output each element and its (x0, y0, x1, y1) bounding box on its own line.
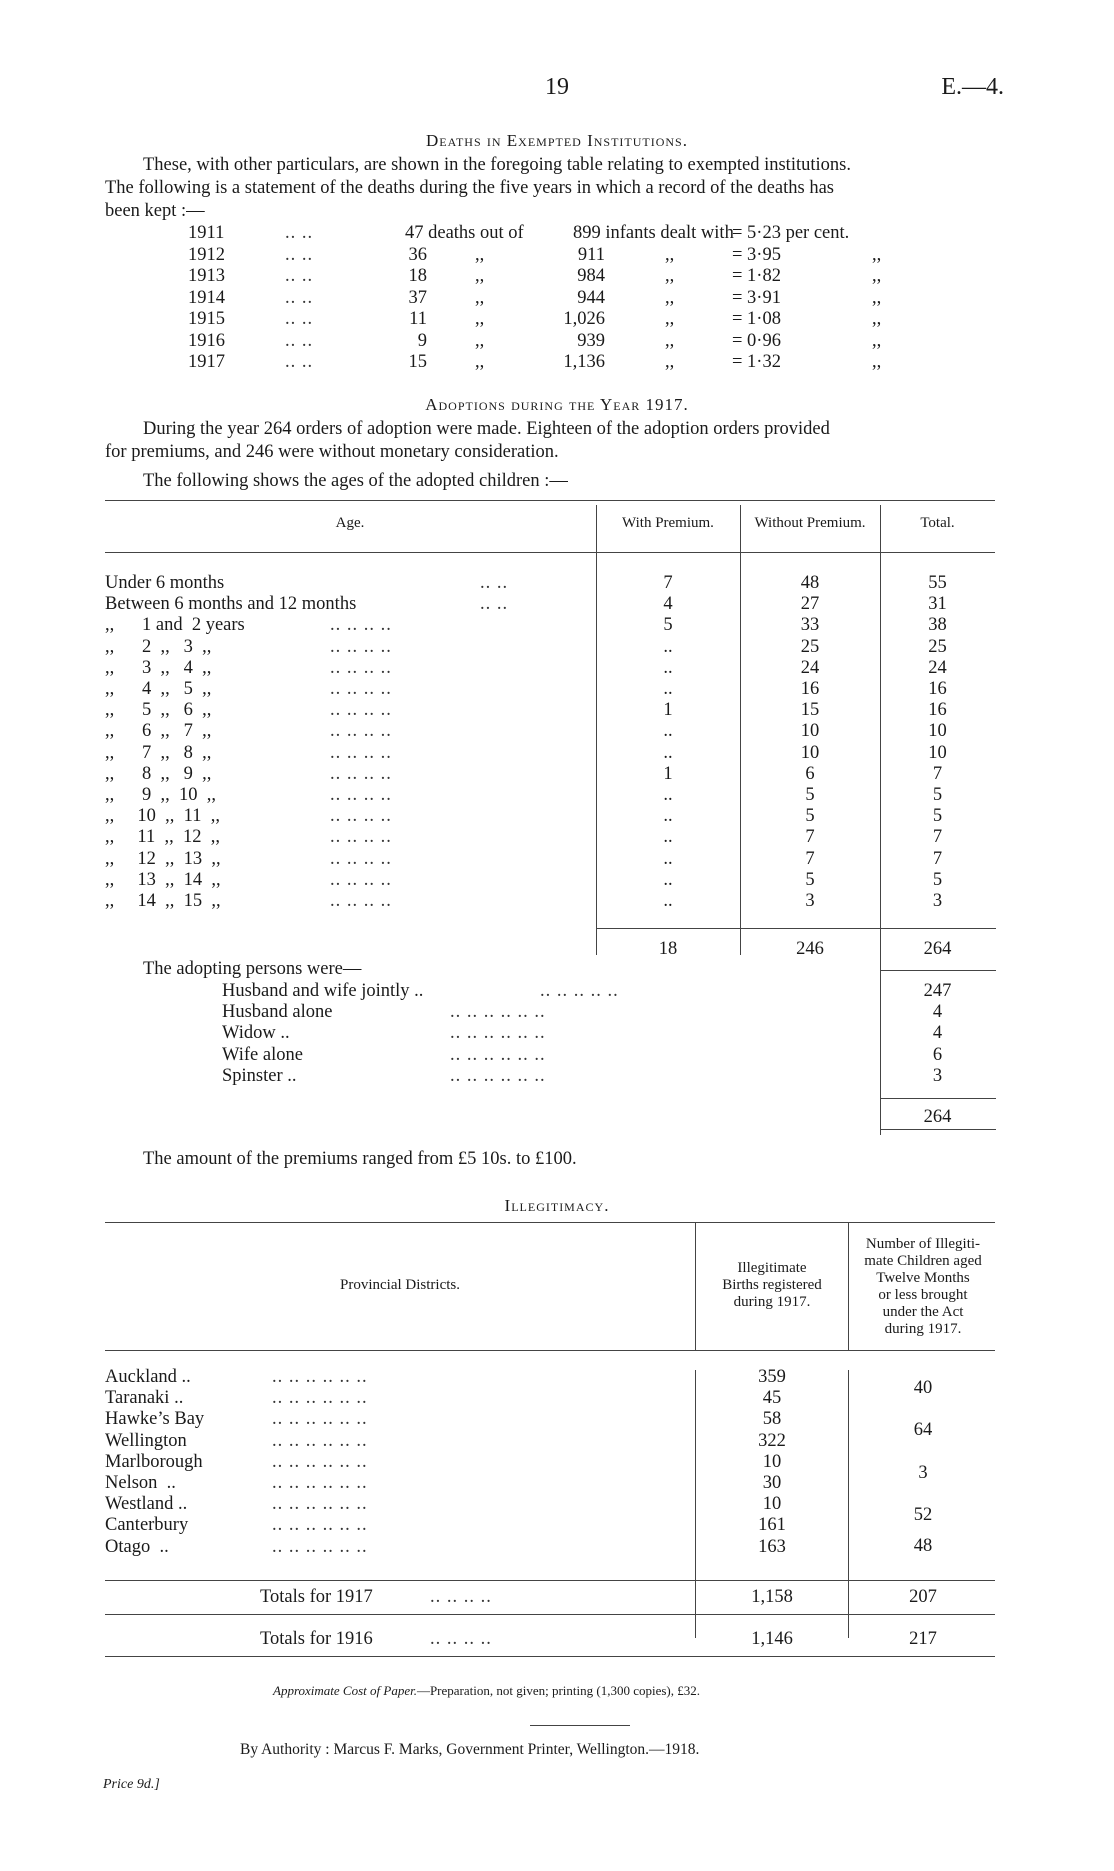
illeg-col-children-line5: under the Act (882, 1304, 964, 1320)
district-group-children: 52 (913, 1505, 933, 1525)
death-row-deaths: 36 (408, 244, 427, 265)
death-row-ditto: ,, (665, 244, 675, 265)
age-row-with-premium: 1 (663, 700, 673, 721)
district-name: Wellington (105, 1430, 187, 1451)
totals-1916-children: 217 (909, 1629, 937, 1649)
age-row-label: Between 6 months and 12 months (105, 594, 357, 615)
ages-total-without-premium: 246 (796, 939, 824, 959)
adopting-person-count: 6 (932, 1044, 943, 1065)
adopting-person-label: Wife alone (222, 1044, 303, 1065)
age-row-with-premium: .. (663, 679, 673, 699)
age-row-label: ,, 10 ,, 11 ,, (105, 806, 220, 827)
totals-1917-births: 1,158 (751, 1587, 793, 1607)
district-births: 163 (758, 1536, 786, 1557)
illeg-col-children (849, 1236, 997, 1338)
age-row-with-premium: 7 (663, 573, 673, 593)
death-row-dots: .. .. (285, 266, 314, 286)
age-row-dots: .. .. .. .. (330, 742, 392, 763)
illeg-col-children-line3: Twelve Months (876, 1270, 970, 1286)
age-row-total: 16 (928, 679, 947, 699)
age-row-without-premium: 16 (800, 679, 820, 699)
district-births: 10 (762, 1451, 782, 1472)
district-dots: .. .. .. .. .. .. (272, 1367, 368, 1387)
district-dots: .. .. .. .. .. .. (272, 1515, 368, 1536)
persons-total: 264 (923, 1107, 952, 1127)
death-row-ditto: ,, (872, 244, 882, 265)
district-dots: .. .. .. .. .. .. (272, 1473, 368, 1493)
death-row-ditto: ,, (475, 309, 485, 329)
totals-1917-children: 207 (909, 1587, 937, 1607)
death-row-year: 1911 (188, 223, 225, 243)
death-row-ditto: ,, (475, 244, 485, 265)
age-row-label: ,, 11 ,, 12 ,, (105, 827, 220, 848)
age-row-without-premium: 3 (805, 891, 815, 911)
age-row-total: 5 (932, 785, 943, 805)
age-row-without-premium: 10 (800, 742, 820, 763)
district-group-children: 48 (913, 1536, 933, 1556)
illegitimacy-bottom-rule (105, 1656, 995, 1657)
age-row-without-premium: 5 (805, 869, 815, 890)
age-row-total: 10 (928, 721, 947, 742)
death-row-infants: 911 (577, 244, 605, 265)
age-row-dots: .. .. .. .. (330, 891, 392, 911)
adopting-person-count: 4 (932, 1023, 943, 1044)
adoptions-paragraph-line2: for premiums, and 246 were without monetary consideration. (105, 442, 559, 462)
age-row-with-premium: .. (663, 827, 673, 848)
adopting-person-count: 4 (932, 1002, 943, 1023)
death-row-ditto: ,, (475, 287, 485, 308)
adopting-persons-heading: The adopting persons were— (143, 959, 362, 979)
adopting-person-count: 247 (923, 981, 952, 1001)
age-row-with-premium: .. (663, 742, 673, 763)
age-row-total: 16 (928, 700, 947, 721)
death-row-infants: 939 (577, 330, 605, 351)
age-row-label: Under 6 months (105, 573, 225, 593)
death-row-infants: 899 infants dealt with (573, 223, 734, 243)
death-row-dots: .. .. (285, 287, 314, 308)
age-row-total: 5 (932, 806, 943, 827)
adopting-person-label: Spinster .. (222, 1065, 297, 1086)
ages-col-without-premium: Without Premium. (754, 515, 866, 531)
adopting-person-dots: .. .. .. .. .. .. (450, 1065, 546, 1086)
death-row-rate: = 1·82 (732, 266, 781, 286)
death-row-infants: 944 (577, 287, 605, 308)
district-dots: .. .. .. .. .. .. (272, 1388, 368, 1409)
age-row-total: 7 (932, 827, 943, 848)
age-row-without-premium: 24 (800, 657, 820, 678)
age-row-label: ,, 4 ,, 5 ,, (105, 679, 212, 699)
adoptions-paragraph-line1: During the year 264 orders of adoption were made. Eighteen of the adoption orders provided (143, 419, 830, 439)
adopting-person-label: Husband and wife jointly .. (222, 981, 424, 1001)
death-row-ditto: ,, (872, 330, 882, 351)
age-row-total: 10 (928, 742, 947, 763)
premiums-note: The amount of the premiums ranged from £5 10s. to £100. (143, 1149, 577, 1169)
illeg-col-births-line3: during 1917. (733, 1294, 811, 1310)
death-row-ditto: ,, (665, 309, 675, 329)
death-row-rate: = 5·23 per cent. (732, 223, 850, 243)
age-row-with-premium: 5 (663, 615, 673, 636)
footer-short-rule (530, 1725, 630, 1726)
age-row-dots: .. .. .. .. (330, 806, 392, 827)
age-row-with-premium: .. (663, 806, 673, 827)
illeg-col-children-line4: or less brought (878, 1287, 968, 1303)
persons-top-rule (880, 970, 996, 971)
illegitimacy-header-rule (105, 1350, 995, 1351)
age-row-label: ,, 8 ,, 9 ,, (105, 763, 212, 784)
age-row-total: 7 (932, 848, 943, 869)
death-row-ditto: ,, (475, 266, 485, 286)
age-row-with-premium: .. (663, 848, 673, 869)
death-row-dots: .. .. (285, 244, 314, 265)
cost-of-paper-label: Approximate Cost of Paper. (273, 1683, 417, 1698)
ages-table-header-rule (105, 552, 995, 553)
illeg-col-births-line2: Births registered (722, 1277, 822, 1293)
illegitimacy-top-rule (105, 1222, 995, 1223)
deaths-heading: Deaths in Exempted Institutions. (426, 131, 688, 150)
age-row-without-premium: 48 (800, 573, 820, 593)
age-row-dots: .. .. .. .. (330, 763, 392, 784)
district-name: Otago .. (105, 1536, 169, 1557)
age-row-label: ,, 14 ,, 15 ,, (105, 891, 221, 911)
age-row-label: ,, 2 ,, 3 ,, (105, 636, 212, 657)
age-row-total: 25 (928, 636, 947, 657)
district-name: Hawke’s Bay (105, 1409, 205, 1430)
totals-1916-dots: .. .. .. .. (430, 1629, 492, 1649)
illegitimacy-heading: Illegitimacy. (504, 1196, 610, 1215)
district-name: Canterbury (105, 1515, 189, 1536)
adoptions-heading: Adoptions during the Year 1917. (425, 395, 689, 414)
age-row-total: 7 (932, 763, 943, 784)
adopting-person-dots: .. .. .. .. .. .. (450, 1044, 546, 1065)
totals-1917-dots: .. .. .. .. (430, 1587, 492, 1607)
death-row-deaths: 9 (417, 330, 427, 351)
age-row-without-premium: 5 (805, 806, 815, 827)
death-row-infants: 1,026 (563, 309, 605, 329)
death-row-infants: 1,136 (563, 352, 605, 372)
age-row-dots: .. .. .. .. (330, 679, 392, 699)
district-group-children: 40 (913, 1378, 933, 1398)
age-row-dots: .. .. .. .. (330, 721, 392, 742)
district-group-children: 3 (918, 1463, 928, 1483)
age-row-dots: .. .. .. .. (330, 700, 392, 721)
death-row-year: 1916 (188, 330, 225, 351)
persons-totals-rule (880, 1098, 996, 1099)
district-births: 161 (758, 1515, 786, 1536)
death-row-dots: .. .. (285, 309, 314, 329)
death-row-dots: .. .. (285, 223, 314, 243)
age-row-dots: .. .. (480, 594, 509, 615)
death-row-year: 1915 (188, 309, 225, 329)
totals-1916-label: Totals for 1916 (260, 1629, 373, 1649)
adoptions-paragraph-line3: The following shows the ages of the adopted children :— (143, 471, 568, 491)
adopting-person-dots: .. .. .. .. .. .. (450, 1002, 546, 1023)
age-row-with-premium: .. (663, 869, 673, 890)
ages-col-total: Total. (920, 515, 955, 531)
deaths-paragraph-line1: These, with other particulars, are shown in the foregoing table relating to exempted institutions. (143, 155, 851, 175)
death-row-deaths: 37 (408, 287, 427, 308)
age-row-without-premium: 6 (805, 763, 815, 784)
age-row-dots: .. .. (480, 573, 509, 593)
persons-bottom-rule (880, 1129, 996, 1130)
death-row-year: 1913 (188, 266, 225, 286)
age-row-label: ,, 5 ,, 6 ,, (105, 700, 212, 721)
death-row-dots: .. .. (285, 352, 314, 372)
death-row-rate: = 3·91 (732, 287, 781, 308)
adopting-person-label: Widow .. (222, 1023, 290, 1044)
age-row-with-premium: 4 (663, 594, 673, 615)
age-row-with-premium: .. (663, 721, 673, 742)
death-row-infants: 984 (577, 266, 605, 286)
death-row-rate: = 1·32 (732, 352, 781, 372)
death-row-rate: = 0·96 (732, 330, 781, 351)
death-row-deaths: 18 (408, 266, 427, 286)
age-row-with-premium: 1 (663, 763, 673, 784)
adopting-person-dots: .. .. .. .. .. .. (450, 1023, 546, 1044)
age-row-label: ,, 7 ,, 8 ,, (105, 742, 212, 763)
deaths-paragraph-line2: The following is a statement of the deaths during the five years in which a record of the deaths has (105, 178, 834, 198)
age-row-without-premium: 7 (805, 848, 815, 869)
illeg-col-births-line1: Illegitimate (737, 1260, 807, 1276)
death-row-deaths: 15 (408, 352, 427, 372)
age-row-total: 31 (928, 594, 947, 615)
document-reference: E.—4. (941, 74, 1004, 100)
page-number: 19 (545, 74, 569, 100)
district-name: Nelson .. (105, 1473, 176, 1493)
district-name: Marlborough (105, 1451, 203, 1472)
cost-of-paper-text: —Preparation, not given; printing (1,300 copies), £32. (416, 1683, 701, 1698)
district-births: 58 (762, 1409, 782, 1430)
age-row-with-premium: .. (663, 785, 673, 805)
ages-total-with-premium: 18 (658, 939, 678, 959)
district-name: Westland .. (105, 1494, 188, 1515)
age-row-label: ,, 3 ,, 4 ,, (105, 657, 212, 678)
illeg-col-children-line6: during 1917. (884, 1321, 962, 1337)
district-dots: .. .. .. .. .. .. (272, 1409, 368, 1430)
district-births: 30 (762, 1473, 782, 1493)
ages-total-all: 264 (923, 939, 952, 959)
adopting-person-count: 3 (932, 1065, 943, 1086)
printer-authority: By Authority : Marcus F. Marks, Government Printer, Wellington.—1918. (240, 1741, 700, 1758)
age-row-total: 55 (928, 573, 947, 593)
age-row-total: 24 (928, 657, 947, 678)
illeg-col-births (696, 1260, 848, 1311)
age-row-with-premium: .. (663, 636, 673, 657)
age-row-dots: .. .. .. .. (330, 615, 392, 636)
death-row-ditto: ,, (475, 330, 485, 351)
district-births: 10 (762, 1494, 782, 1515)
district-births: 322 (758, 1430, 786, 1451)
death-row-ditto: ,, (872, 287, 882, 308)
district-group-children: 64 (913, 1420, 933, 1440)
age-row-label: ,, 13 ,, 14 ,, (105, 869, 221, 890)
deaths-paragraph-line3: been kept :— (105, 201, 205, 221)
death-row-ditto: ,, (665, 287, 675, 308)
age-row-with-premium: .. (663, 657, 673, 678)
death-row-dots: .. .. (285, 330, 314, 351)
age-row-total: 3 (932, 891, 943, 911)
age-row-dots: .. .. .. .. (330, 827, 392, 848)
death-row-ditto: ,, (872, 266, 882, 286)
age-row-dots: .. .. .. .. (330, 636, 392, 657)
death-row-year: 1912 (188, 244, 225, 265)
death-row-rate: = 1·08 (732, 309, 781, 329)
adopting-person-dots: .. .. .. .. .. (540, 981, 619, 1001)
death-row-deaths: 47 deaths out of (405, 223, 524, 243)
age-row-without-premium: 27 (800, 594, 820, 615)
death-row-ditto: ,, (872, 352, 882, 372)
death-row-ditto: ,, (475, 352, 485, 372)
adopting-person-label: Husband alone (222, 1002, 333, 1023)
age-row-dots: .. .. .. .. (330, 657, 392, 678)
age-row-dots: .. .. .. .. (330, 848, 392, 869)
death-row-year: 1914 (188, 287, 225, 308)
ages-col-age: Age. (335, 515, 365, 531)
age-row-without-premium: 15 (800, 700, 820, 721)
death-row-rate: = 3·95 (732, 244, 781, 265)
illeg-col-children-line1: Number of Illegiti- (865, 1236, 981, 1252)
district-births: 45 (762, 1388, 782, 1409)
district-dots: .. .. .. .. .. .. (272, 1451, 368, 1472)
death-row-ditto: ,, (665, 352, 675, 372)
district-name: Auckland .. (105, 1367, 191, 1387)
ages-col-with-premium: With Premium. (622, 515, 714, 531)
age-row-label: ,, 12 ,, 13 ,, (105, 848, 221, 869)
price-note: Price 9d.] (103, 1777, 160, 1792)
totals-1917-rule-top (105, 1580, 995, 1581)
illeg-col-districts: Provincial Districts. (340, 1277, 460, 1293)
age-row-label: ,, 1 and 2 years (105, 615, 245, 636)
totals-1916-births: 1,146 (751, 1629, 793, 1649)
death-row-deaths: 11 (409, 309, 427, 329)
cost-of-paper (273, 1683, 700, 1699)
age-row-without-premium: 7 (805, 827, 815, 848)
age-row-without-premium: 25 (800, 636, 820, 657)
age-row-dots: .. .. .. .. (330, 869, 392, 890)
age-row-dots: .. .. .. .. (330, 785, 392, 805)
district-dots: .. .. .. .. .. .. (272, 1494, 368, 1515)
death-row-ditto: ,, (665, 266, 675, 286)
death-row-ditto: ,, (872, 309, 882, 329)
ages-table-top-rule (105, 500, 995, 501)
totals-1916-rule-top (105, 1614, 995, 1615)
age-row-label: ,, 9 ,, 10 ,, (105, 785, 216, 805)
death-row-ditto: ,, (665, 330, 675, 351)
totals-1917-label: Totals for 1917 (260, 1587, 373, 1607)
ages-totals-rule (596, 928, 996, 929)
age-row-without-premium: 10 (800, 721, 820, 742)
district-dots: .. .. .. .. .. .. (272, 1430, 368, 1451)
age-row-without-premium: 33 (800, 615, 820, 636)
district-births: 359 (758, 1367, 786, 1387)
age-row-label: ,, 6 ,, 7 ,, (105, 721, 212, 742)
district-name: Taranaki .. (105, 1388, 184, 1409)
death-row-year: 1917 (188, 352, 225, 372)
age-row-total: 5 (932, 869, 943, 890)
age-row-with-premium: .. (663, 891, 673, 911)
district-dots: .. .. .. .. .. .. (272, 1536, 368, 1557)
age-row-without-premium: 5 (805, 785, 815, 805)
age-row-total: 38 (928, 615, 947, 636)
illeg-col-children-line2: mate Children aged (864, 1253, 982, 1269)
